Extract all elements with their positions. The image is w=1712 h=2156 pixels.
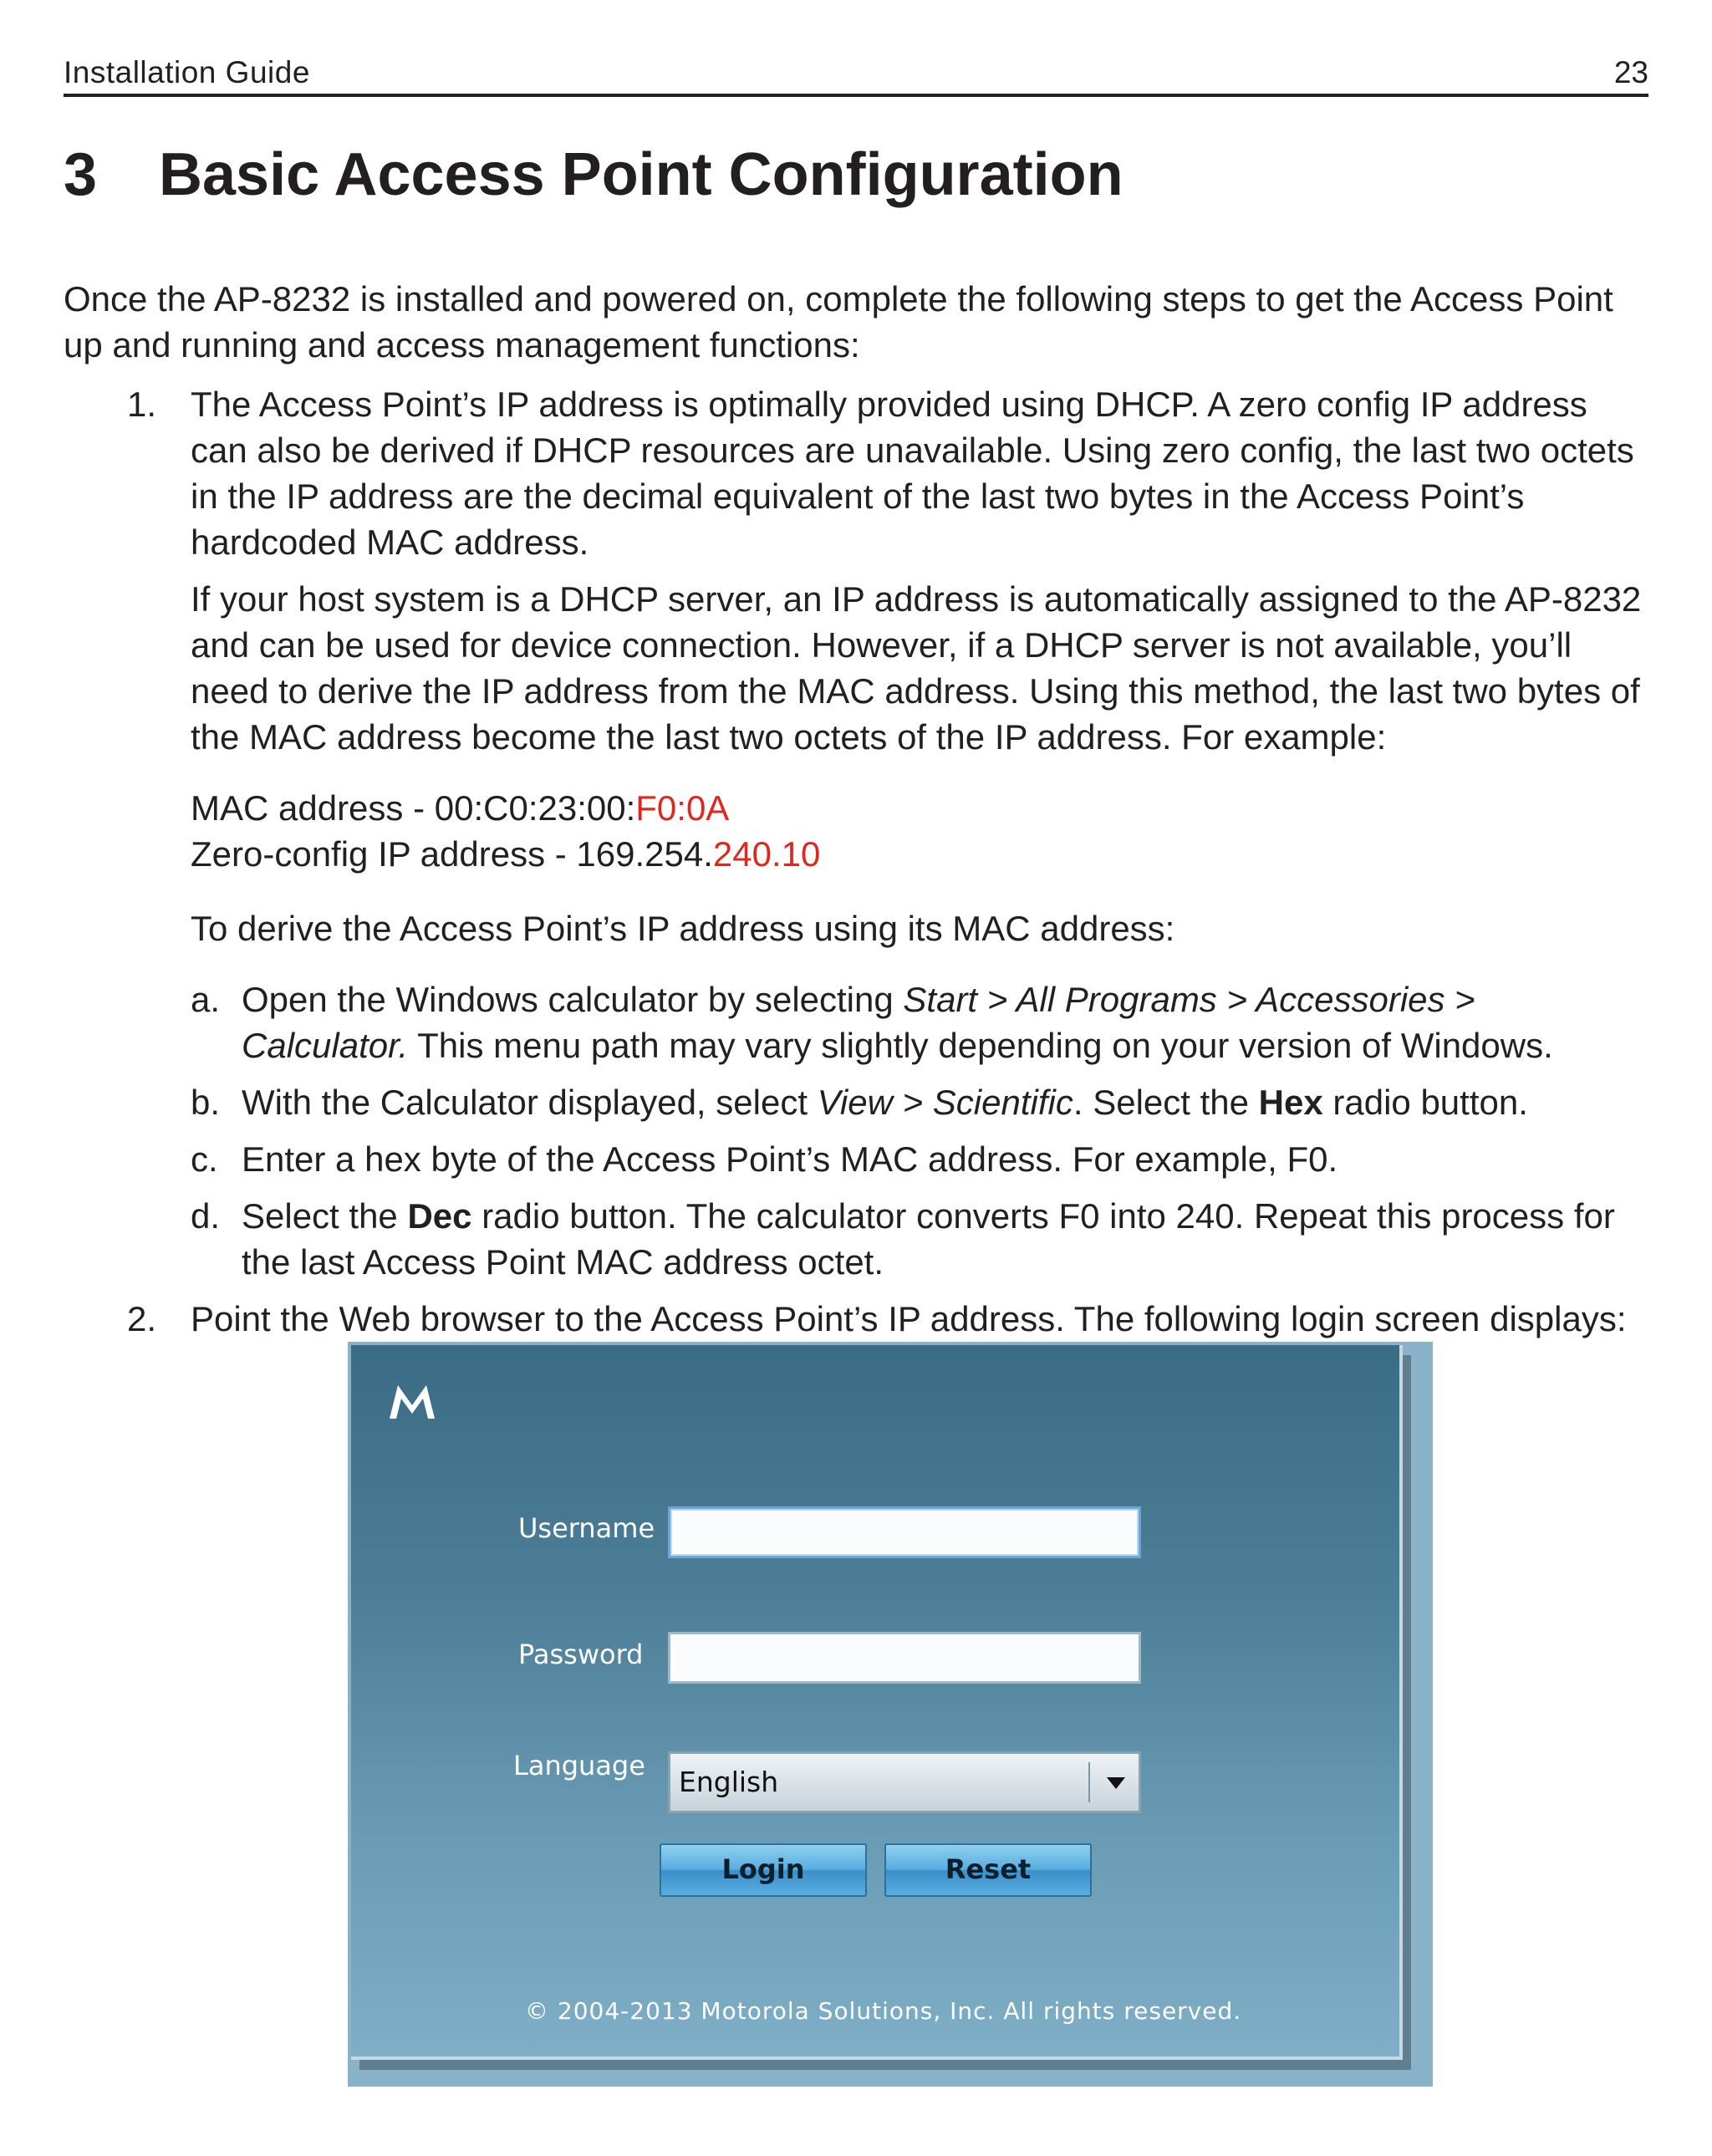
language-label: Language: [513, 1750, 645, 1781]
ip-prefix: Zero-config IP address - 169.254.: [191, 834, 713, 874]
body-text: [64, 276, 1648, 1342]
step-2: [64, 1296, 1648, 1342]
step-2-text: Point the Web browser to the Access Point’s IP address. The following login screen displays:: [191, 1299, 1627, 1338]
substep-d-part: radio button. The calculator converts F0 into 240. Repeat this process for the last Access Point MAC address octet.: [242, 1196, 1615, 1282]
language-select[interactable]: [668, 1751, 1141, 1813]
mac-example: [191, 785, 1648, 831]
chapter-number: 3: [64, 141, 98, 208]
step-1-paragraph-1: The Access Point’s IP address is optimally provided using DHCP. A zero config IP address can also be derived if DHCP resources are unavailable. Using zero config, the last two octets in the IP address are the decimal equivalent of the last two bytes in the Access Point’s hardcoded MAC address.: [191, 385, 1634, 562]
substep-d-part: Select the: [242, 1196, 408, 1236]
substep-b-part: radio button.: [1322, 1083, 1528, 1122]
mac-prefix: MAC address - 00:C0:23:00:: [191, 788, 636, 828]
intro-paragraph: Once the AP-8232 is installed and powered on, complete the following steps to get the Access Point up and running and access management functions:: [64, 279, 1613, 364]
chevron-down-icon[interactable]: [1107, 1777, 1125, 1789]
substep-marker: a.: [191, 980, 221, 1019]
document-title: Installation Guide: [64, 55, 310, 89]
dec-label: Dec: [407, 1196, 472, 1236]
chapter-title: Basic Access Point Configuration: [159, 141, 1124, 208]
substep-b: [64, 1079, 1648, 1125]
password-input[interactable]: [668, 1632, 1141, 1684]
motorola-logo-icon: [386, 1380, 438, 1422]
password-label: Password: [518, 1639, 644, 1670]
substep-c-text: Enter a hex byte of the Access Point’s MAC address. For example, F0.: [242, 1139, 1338, 1179]
step-marker: 1.: [127, 385, 157, 424]
substep-d-text: [242, 1193, 1648, 1285]
username-input[interactable]: [668, 1506, 1141, 1558]
select-divider: [1088, 1762, 1090, 1802]
login-screenshot: [348, 1342, 1433, 2087]
reset-button[interactable]: Reset: [884, 1843, 1092, 1897]
substep-a: [64, 976, 1648, 1068]
step-1: [64, 381, 1648, 951]
ip-highlight: 240.10: [712, 834, 821, 874]
login-button[interactable]: Login: [660, 1843, 867, 1897]
hex-label: Hex: [1258, 1083, 1323, 1122]
substep-a-text: [242, 976, 1648, 1068]
mac-highlight: F0:0A: [635, 788, 730, 828]
substep-c: [64, 1136, 1648, 1182]
copyright-text: © 2004-2013 Motorola Solutions, Inc. All rights reserved.: [525, 1997, 1242, 2025]
menu-path: Start > All Programs > Accessories > Calculator.: [242, 980, 1475, 1065]
substep-marker: b.: [191, 1083, 221, 1122]
derive-intro: To derive the Access Point’s IP address using its MAC address:: [191, 909, 1175, 948]
substep-a-part: Open the Windows calculator by selecting: [242, 980, 904, 1019]
step-marker: 2.: [127, 1299, 157, 1338]
substep-marker: d.: [191, 1196, 221, 1236]
substep-marker: c.: [191, 1139, 218, 1179]
substep-b-part: . Select the: [1073, 1083, 1259, 1122]
login-panel: [351, 1345, 1403, 2060]
page-header: [64, 54, 1648, 97]
step-1-paragraph-2: If your host system is a DHCP server, an IP address is automatically assigned to the AP-8232 and can be used for device connection. However, if a DHCP server is not available, you’ll need to derive the IP address from the MAC address. Using this method, the last two bytes of the MAC address become the last two octets of the IP address. For example:: [191, 579, 1642, 757]
username-label: Username: [518, 1512, 655, 1544]
menu-path: View > Scientific: [817, 1083, 1073, 1122]
page-number: 23: [1613, 55, 1648, 89]
substep-b-text: [242, 1079, 1648, 1125]
ip-example: [191, 831, 1648, 877]
substep-d: [64, 1193, 1648, 1285]
language-value: English: [679, 1766, 779, 1798]
substep-a-part: This menu path may vary slightly depending on your version of Windows.: [408, 1026, 1553, 1065]
chapter-heading: [64, 140, 1124, 209]
substep-b-part: With the Calculator displayed, select: [242, 1083, 818, 1122]
